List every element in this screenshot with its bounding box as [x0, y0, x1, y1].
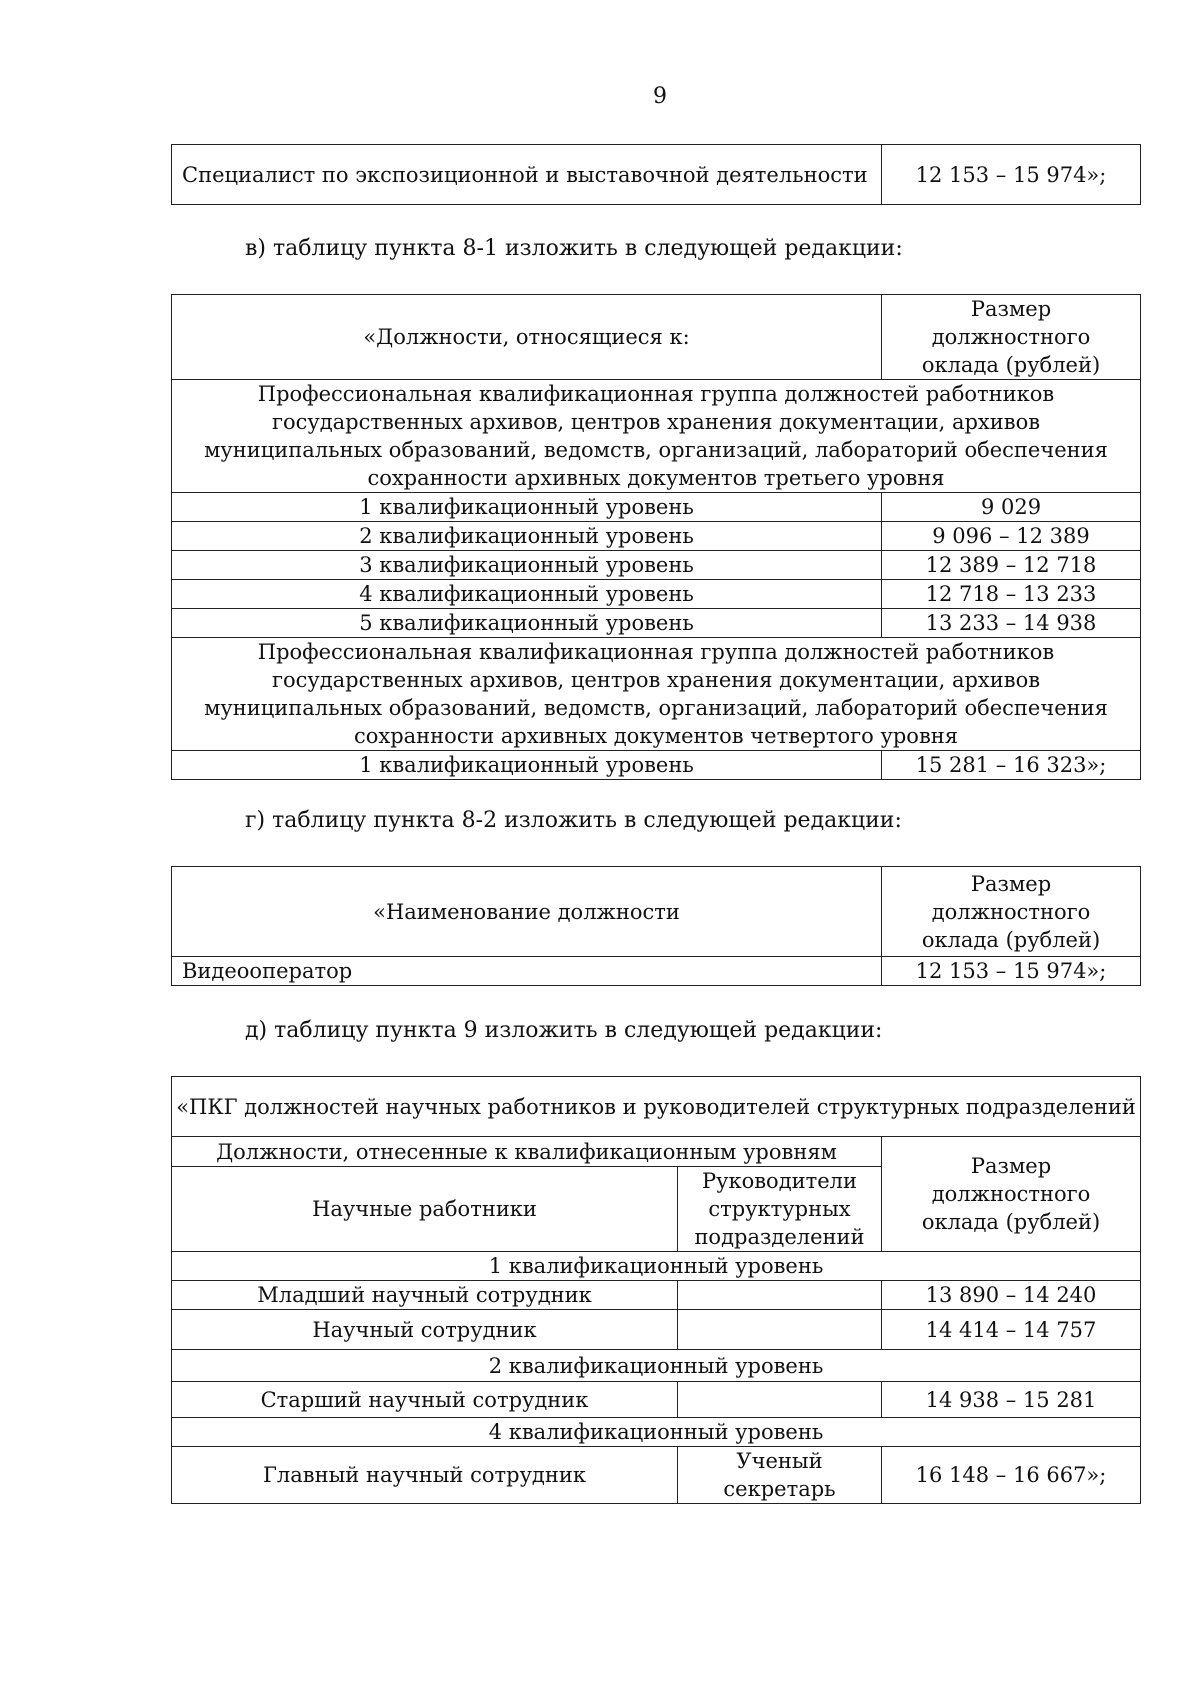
group-title-fourth-level: Профессиональная квалификационная группа должностей работников государственных архивов, центров хранения документации, архивов муниципальных образований, ведомств, организаций, лабораторий обеспечения сохранности архивных документов четвертого уровня	[172, 638, 1141, 751]
table-row	[172, 145, 1141, 205]
salary-cell: 12 718 – 13 233	[882, 580, 1141, 609]
table-9	[171, 1076, 1141, 1504]
head-cell	[678, 1382, 882, 1418]
table-row	[172, 1310, 1141, 1350]
level-cell: 2 квалификационный уровень	[172, 522, 882, 551]
table-row	[172, 957, 1141, 986]
group-title-row	[172, 380, 1141, 493]
level-title: 4 квалификационный уровень	[172, 1418, 1141, 1447]
salary-cell: 12 153 – 15 974»;	[882, 145, 1141, 205]
scientist-cell: Старший научный сотрудник	[172, 1382, 678, 1418]
top-table	[171, 144, 1141, 205]
header-scientists: Научные работники	[172, 1167, 678, 1252]
header-heads: Руководители структурных подразделений	[678, 1167, 882, 1252]
table-8-1	[171, 294, 1141, 780]
table-row	[172, 551, 1141, 580]
table-row	[172, 1447, 1141, 1504]
salary-cell: 9 096 – 12 389	[882, 522, 1141, 551]
salary-cell: 12 153 – 15 974»;	[882, 957, 1141, 986]
header-position-name: «Наименование должности	[172, 867, 882, 957]
level-title: 1 квалификационный уровень	[172, 1252, 1141, 1281]
salary-cell: 15 281 – 16 323»;	[882, 751, 1141, 780]
table-header-row	[172, 867, 1141, 957]
group-title-third-level: Профессиональная квалификационная группа должностей работников государственных архивов, центров хранения документации, архивов муниципальных образований, ведомств, организаций, лабораторий обеспечения сохранности архивных документов третьего уровня	[172, 380, 1141, 493]
salary-cell: 12 389 – 12 718	[882, 551, 1141, 580]
scientist-cell: Младший научный сотрудник	[172, 1281, 678, 1310]
position-cell: Видеооператор	[172, 957, 882, 986]
table-row	[172, 493, 1141, 522]
table-row	[172, 751, 1141, 780]
level-cell: 5 квалификационный уровень	[172, 609, 882, 638]
level-title: 2 квалификационный уровень	[172, 1350, 1141, 1382]
level-row	[172, 1418, 1141, 1447]
paragraph-v: в) таблицу пункта 8-1 изложить в следующей редакции:	[245, 236, 903, 261]
table-row	[172, 522, 1141, 551]
table-title-row	[172, 1077, 1141, 1137]
table-title: «ПКГ должностей научных работников и руководителей структурных подразделений	[172, 1077, 1141, 1137]
scientist-cell: Научный сотрудник	[172, 1310, 678, 1350]
table-header-row	[172, 295, 1141, 380]
level-cell: 4 квалификационный уровень	[172, 580, 882, 609]
paragraph-g: г) таблицу пункта 8-2 изложить в следующей редакции:	[245, 808, 902, 833]
page-number: 9	[653, 84, 667, 109]
level-row	[172, 1350, 1141, 1382]
salary-cell: 13 233 – 14 938	[882, 609, 1141, 638]
table-8-2	[171, 866, 1141, 986]
group-title-row	[172, 638, 1141, 751]
position-cell: Специалист по экспозиционной и выставочной деятельности	[172, 145, 882, 205]
level-cell: 1 квалификационный уровень	[172, 751, 882, 780]
table-row	[172, 1382, 1141, 1418]
scientist-cell: Главный научный сотрудник	[172, 1447, 678, 1504]
paragraph-d: д) таблицу пункта 9 изложить в следующей редакции:	[245, 1018, 883, 1043]
salary-cell: 14 938 – 15 281	[882, 1382, 1141, 1418]
header-positions: «Должности, относящиеся к:	[172, 295, 882, 380]
table-header-row	[172, 1137, 1141, 1167]
salary-cell: 9 029	[882, 493, 1141, 522]
head-cell: Ученый секретарь	[678, 1447, 882, 1504]
header-levels: Должности, отнесенные к квалификационным уровням	[172, 1137, 882, 1167]
table-row	[172, 1281, 1141, 1310]
salary-cell: 16 148 – 16 667»;	[882, 1447, 1141, 1504]
header-salary: Размер должностного оклада (рублей)	[882, 295, 1141, 380]
table-row	[172, 580, 1141, 609]
head-cell	[678, 1310, 882, 1350]
level-row	[172, 1252, 1141, 1281]
level-cell: 3 квалификационный уровень	[172, 551, 882, 580]
salary-cell: 14 414 – 14 757	[882, 1310, 1141, 1350]
header-salary: Размер должностного оклада (рублей)	[882, 1137, 1141, 1252]
table-row	[172, 609, 1141, 638]
header-salary: Размер должностного оклада (рублей)	[882, 867, 1141, 957]
salary-cell: 13 890 – 14 240	[882, 1281, 1141, 1310]
head-cell	[678, 1281, 882, 1310]
level-cell: 1 квалификационный уровень	[172, 493, 882, 522]
